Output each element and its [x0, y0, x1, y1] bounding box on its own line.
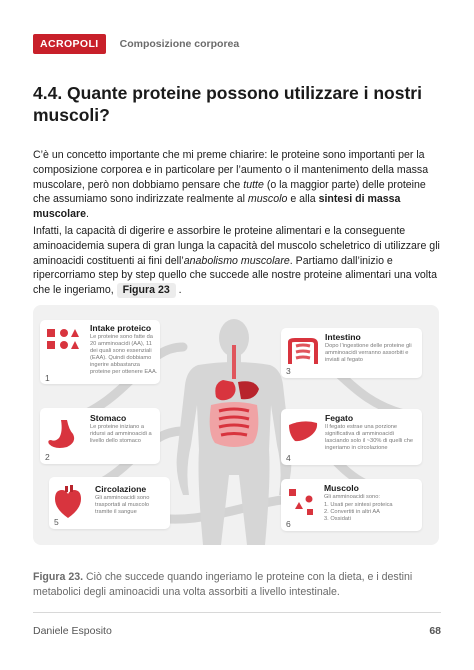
- text-run: C’è un concetto importante che mi preme chiarire: le proteine sono importanti per la composizione corporea e in particolare per l’aumento o il mantenimento della massa muscolare, però non dobbiamo pensare che: [33, 149, 429, 191]
- figure-23: [33, 305, 439, 545]
- card-description: Dopo l’ingestione delle proteine gli amminoacidi verranno assorbiti e inviati al fegato: [325, 343, 412, 363]
- step-number: 5: [54, 517, 59, 527]
- text-run: . Partiamo dall’inizio e ripercorriamo step by step quello che succede alle nostre proteine alimentari una volta che le ingeriamo,: [33, 254, 437, 297]
- footer-author: Daniele Esposito: [33, 625, 112, 637]
- text-run: Infatti, la capacità di digerire e assorbire le proteine alimentari e la conseguente aminoacidemia supera di gran lunga la capacità del muscolo scheletrico di utilizzare gli aminoacidi costituenti ai fini dell’: [33, 225, 440, 267]
- stomach-icon: [45, 418, 79, 450]
- brand-logo: ACROPOLI: [33, 34, 106, 54]
- figure-caption: [33, 570, 443, 600]
- card-title: Muscolo: [324, 483, 359, 493]
- paragraph-1: [33, 148, 445, 222]
- text-run-italic: tutte: [243, 178, 264, 191]
- card-description: Il fegato estrae una porzione significativa di amminoacidi lasciando solo il ~30% di quelli che ingeriamo in circolazione: [325, 424, 414, 451]
- step-number: 4: [286, 453, 291, 463]
- list-item: 3. Ossidati: [324, 516, 351, 522]
- card-title: Fegato: [325, 413, 354, 423]
- card-title: Stomaco: [90, 413, 127, 423]
- card-muscolo: [281, 479, 422, 531]
- paragraph-2: [33, 224, 445, 298]
- card-intestino: [281, 328, 422, 378]
- amino-shapes-icon: [46, 328, 80, 362]
- liver-icon: [287, 419, 319, 443]
- card-description: Le proteine sono fatte da 20 amminoacidi (AA), 11 dei quali sono essenziali (EAA). Quindi dobbiamo ingerire abbastanza proteine per ottenere EAA.: [90, 334, 158, 375]
- chapter-title: 4.4. Quante proteine possono utilizzare i nostri muscoli?: [33, 83, 422, 125]
- card-title: Intestino: [325, 332, 361, 342]
- card-description: Le proteine iniziano a ridursi ad amminoacidi a livello dello stomaco: [90, 424, 152, 444]
- text-run-bold: sintesi di massa muscolare: [33, 193, 401, 221]
- card-title: Intake proteico: [90, 323, 152, 333]
- amino-shapes-icon: [287, 487, 317, 517]
- step-number: 6: [286, 519, 291, 529]
- card-title: Circolazione: [95, 484, 147, 494]
- page-number: 68: [429, 625, 441, 637]
- card-description: Gli amminoacidi sono:: [324, 494, 380, 500]
- list-item: 2. Convertiti in altri AA: [324, 509, 380, 515]
- text-run: .: [86, 208, 89, 221]
- card-intake-proteico: [40, 320, 160, 384]
- caption-text: Ciò che succede quando ingeriamo le proteine con la dieta, e i destini metabolici degli aminoacidi una volta assorbiti a livello intestinale.: [33, 571, 413, 598]
- footer-divider: [33, 612, 441, 613]
- list-item: 1. Usati per sintesi proteica: [324, 502, 393, 508]
- text-run-italic: anabolismo muscolare: [183, 254, 290, 267]
- step-number: 3: [286, 366, 291, 376]
- text-run: e alla: [287, 193, 319, 206]
- step-number: 2: [45, 452, 50, 462]
- heart-icon: [53, 485, 83, 519]
- section-title: Composizione corporea: [119, 38, 240, 50]
- figure-reference-link[interactable]: Figura 23: [117, 283, 176, 298]
- text-run: .: [175, 284, 182, 297]
- card-fegato: [281, 409, 422, 465]
- card-description: Gli amminoacidi sono trasportati al muscolo tramite il sangue: [95, 495, 150, 515]
- intestine-icon: [287, 338, 319, 366]
- page-header: [33, 33, 239, 55]
- text-run-italic: muscolo: [247, 193, 288, 206]
- muscolo-fates-list: [324, 502, 419, 523]
- card-circolazione: [49, 477, 170, 529]
- card-stomaco: [40, 408, 160, 464]
- step-number: 1: [45, 373, 50, 383]
- caption-label: Figura 23.: [33, 571, 84, 583]
- text-run: (o la maggior parte) delle proteine che assumiamo sono indirizzate realmente al: [33, 178, 426, 206]
